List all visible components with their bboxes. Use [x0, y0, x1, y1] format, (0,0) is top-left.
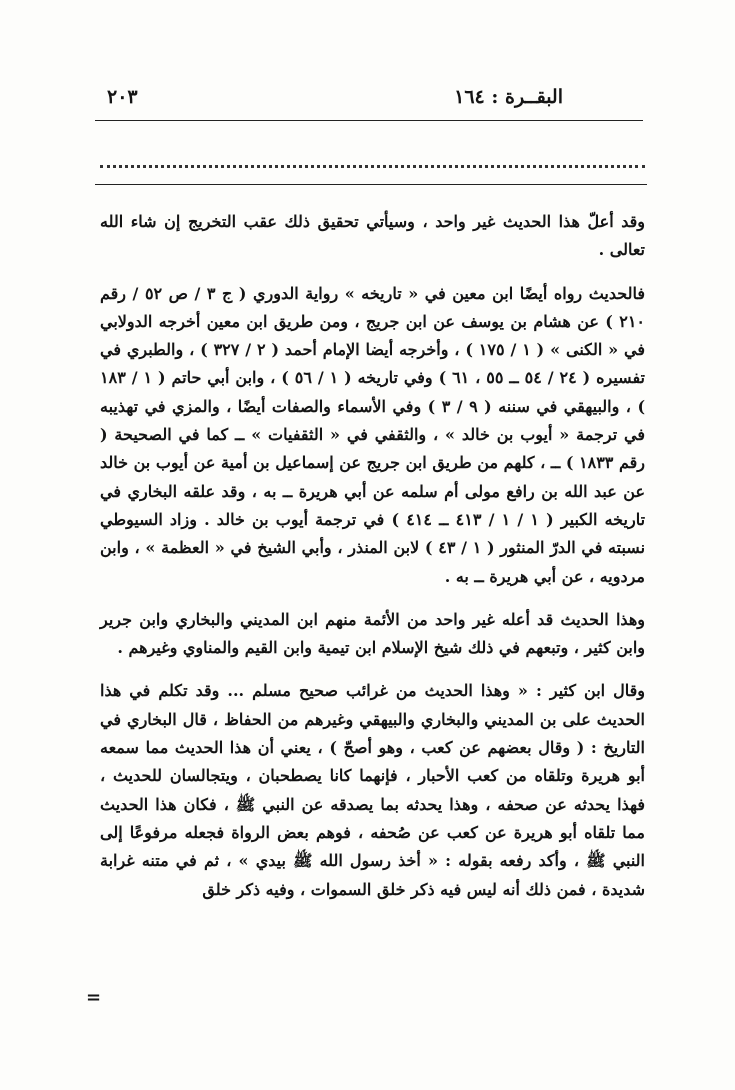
body-top-rule — [95, 184, 647, 185]
page-number: ٢٠٣ — [107, 86, 138, 108]
paragraph-4: وقال ابن كثير : « وهذا الحديث من غرائب صحيح مسلم ... وقد تكلم في هذا الحديث على بن المديني والبخاري والبيهقي وغيرهم من الحفاظ ، قال البخاري في التاريخ : ( وقال بعضهم عن كعب ، وهو أصحّ ) ، يعني أن هذا الحديث مما سمعه أبو هريرة وتلقاه من كعب الأحبار ، فإنهما كانا يصطحبان ، ويتجالسان للحديث ، فهذا يحدثه عن صحفه ، وهذا يحدثه بما يصدقه عن النبي ﷺ ، فكان هذا الحديث مما تلقاه أبو هريرة عن كعب عن صُحفه ، فوهم بعض الرواة فجعله مرفوعًا إلى النبي ﷺ ، وأكد رفعه بقوله : « أخذ رسول الله ﷺ بيدي » ، ثم في متنه غرابة شديدة ، فمن ذلك أنه ليس فيه ذكر خلق السموات ، وفيه ذكر خلق — [100, 681, 646, 899]
dotted-divider — [100, 147, 645, 168]
paragraph-2: فالحديث رواه أيضًا ابن معين في « تاريخه » رواية الدوري ( ج ٣ / ص ٥٢ / رقم ٢١٠ ) عن هشام بن يوسف عن ابن جريج ، ومن طريق ابن معين أخرجه الدولابي في « الكنى » ( ١ / ١٧٥ ) ، وأخرجه أيضا الإمام أحمد ( ٢ / ٣٢٧ ) ، والطبري في تفسيره ( ٢٤ / ٥٤ ــ ٥٥ ، ٦١ ) وفي تاريخه ( ١ / ٥٦ ) ، وابن أبي حاتم ( ١ / ١٨٣ ) ، والبيهقي في سننه ( ٩ / ٣ ) وفي الأسماء والصفات أيضًا ، والمزي في تهذيبه في ترجمة « أيوب بن خالد » ، والثقفي في « الثقفيات » ــ كما في الصحيحة ( رقم ١٨٣٣ ) ــ ، كلهم من طريق ابن جريج عن إسماعيل بن أمية عن أيوب بن خالد عن عبد الله بن رافع مولى أم سلمه عن أبي هريرة ــ به ، وقد علقه البخاري في تاريخه الكبير ( ١ / ١ / ٤١٣ ــ ٤١٤ ) في ترجمة أيوب بن خالد . وزاد السيوطي نسبته في الدرّ المنثور ( ١ / ٤٣ ) لابن المنذر ، وأبي الشيخ في « العظمة » ، وابن مردويه ، عن أبي هريرة ــ به . — [100, 283, 646, 586]
header-title: البقــرة : ١٦٤ — [454, 86, 563, 108]
header-rule — [95, 120, 643, 121]
commentary-text — [100, 208, 645, 919]
paragraph-3: وهذا الحديث قد أعله غير واحد من الأئمة منهم ابن المديني والبخاري وابن جرير وابن كثير ، وتبعهم في ذلك شيخ الإسلام ابن تيمية وابن القيم والمناوي وغيرهم . — [100, 609, 645, 658]
continuation-mark: = — [86, 987, 102, 1008]
paragraph-1: وقد أعلّ هذا الحديث غير واحد ، وسيأتي تحقيق ذلك عقب التخريج إن شاء الله تعالى . — [100, 212, 645, 260]
running-header — [95, 80, 645, 114]
